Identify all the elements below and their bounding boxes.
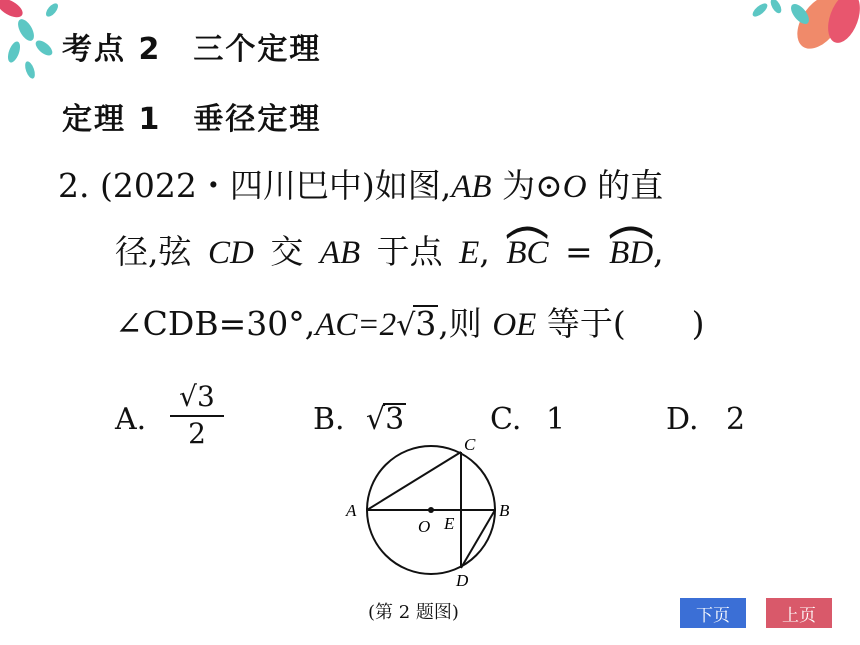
problem-line-1 bbox=[58, 160, 663, 207]
problem-text: 为⊙ bbox=[502, 166, 563, 205]
section-title: 考点 2 三个定理 bbox=[62, 32, 322, 67]
segment-bd-line bbox=[461, 510, 495, 568]
problem-text: = bbox=[565, 232, 593, 271]
leaf-decoration-top-right bbox=[740, 0, 860, 75]
problem-text: 如图, bbox=[374, 166, 452, 205]
option-a-label[interactable]: A. bbox=[115, 402, 147, 437]
segment-ab: AB bbox=[319, 235, 361, 271]
option-a-fraction[interactable] bbox=[170, 380, 224, 450]
segment-cd: CD bbox=[208, 235, 254, 271]
option-a-denominator: 2 bbox=[188, 417, 206, 450]
label-a: A bbox=[346, 501, 357, 520]
circle-figure bbox=[340, 432, 530, 592]
option-c-label[interactable]: C. bbox=[490, 402, 522, 437]
option-b-label[interactable]: B. bbox=[313, 402, 345, 437]
option-c-value[interactable]: 1 bbox=[546, 402, 566, 437]
problem-text: , bbox=[653, 232, 664, 271]
label-e: E bbox=[444, 514, 455, 533]
problem-text: 的直 bbox=[597, 166, 664, 205]
arc-bd-label: BD bbox=[609, 235, 654, 271]
segment-ac-line bbox=[367, 452, 461, 510]
problem-number: 2. bbox=[58, 166, 90, 205]
center-point bbox=[428, 507, 434, 513]
problem-text: 等于( ) bbox=[546, 304, 705, 343]
circle-o: O bbox=[562, 169, 587, 205]
problem-text: ,则 bbox=[438, 304, 482, 343]
problem-text: 交 bbox=[270, 232, 304, 271]
problem-line-3: ∠CDB=30°,AC=2√3,则 OE 等于( ) bbox=[115, 304, 705, 343]
angle-text: ∠CDB=30°, bbox=[115, 304, 316, 343]
arc-bc bbox=[506, 232, 548, 272]
ac-text: AC=2 bbox=[315, 307, 397, 343]
segment-oe: OE bbox=[492, 307, 537, 343]
problem-source: (2022・四川巴中) bbox=[100, 166, 375, 205]
arc-bc-label: BC bbox=[506, 235, 549, 271]
problem-text: 于点 bbox=[376, 232, 443, 271]
problem-text: 径,弦 bbox=[115, 232, 192, 271]
option-a-numerator: √3 bbox=[170, 380, 224, 417]
segment-ab: AB bbox=[451, 169, 492, 205]
section-subtitle: 定理 1 垂径定理 bbox=[62, 102, 322, 137]
problem-line-2 bbox=[115, 226, 664, 273]
option-b-value[interactable]: √3 bbox=[366, 402, 405, 437]
option-d-label[interactable]: D. bbox=[666, 402, 699, 437]
label-b: B bbox=[499, 501, 510, 520]
option-d-value[interactable]: 2 bbox=[726, 402, 746, 437]
prev-page-button[interactable]: 上页 bbox=[766, 598, 832, 628]
point-e: E bbox=[459, 235, 480, 271]
option-b-radicand: 3 bbox=[385, 402, 405, 437]
arc-bd bbox=[609, 232, 653, 272]
next-page-button[interactable]: 下页 bbox=[680, 598, 746, 628]
figure-caption: (第 2 题图) bbox=[368, 602, 459, 623]
label-o: O bbox=[418, 517, 431, 536]
label-d: D bbox=[456, 571, 469, 590]
problem-text: , bbox=[479, 232, 490, 271]
sqrt-three: 3 bbox=[415, 304, 437, 343]
label-c: C bbox=[464, 435, 476, 454]
